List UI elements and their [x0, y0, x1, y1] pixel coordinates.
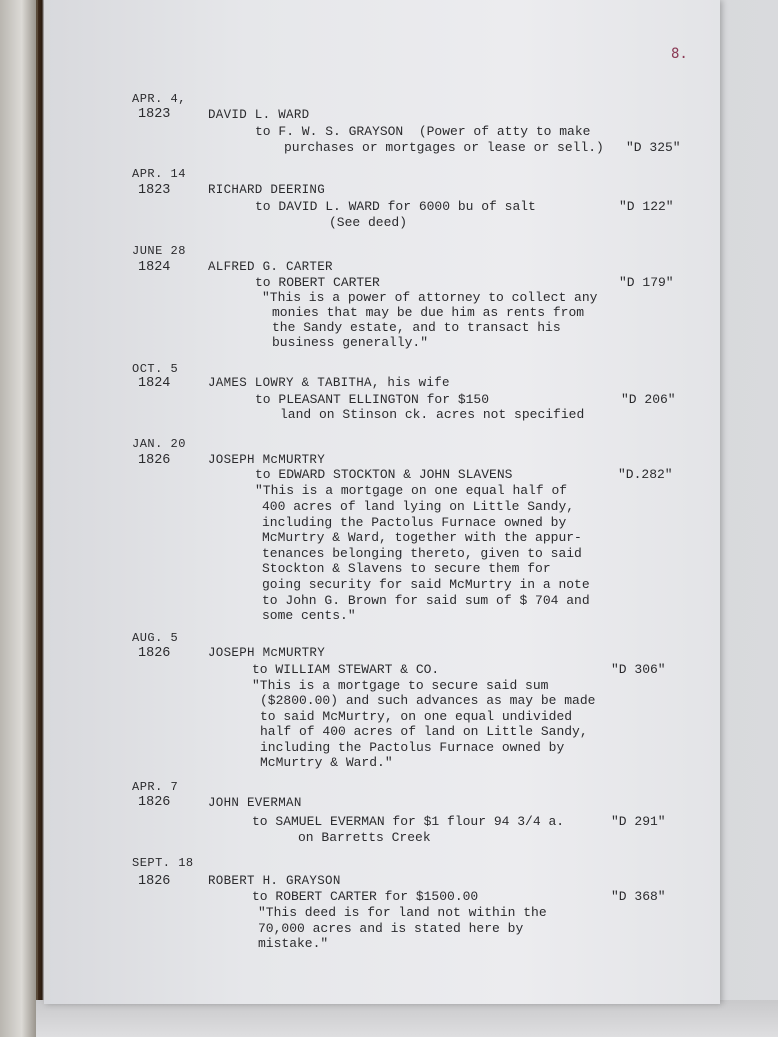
entry-year: 1826 — [138, 795, 171, 810]
entry-line: (See deed) — [329, 215, 408, 230]
entry-date: AUG. 5 — [132, 631, 179, 645]
page-number: 8. — [671, 46, 688, 62]
entry-line: purchases or mortgages or lease or sell.) — [284, 140, 604, 155]
entry-year: 1826 — [138, 646, 171, 661]
entry-line: to said McMurtry, on one equal undivided — [260, 709, 573, 724]
entry-line: to SAMUEL EVERMAN for $1 flour 94 3/4 a. — [252, 814, 565, 829]
entry-line: business generally." — [272, 335, 429, 350]
entry-line: Stockton & Slavens to secure them for — [262, 561, 551, 576]
entry-year: 1823 — [138, 183, 171, 198]
facing-page-edge — [0, 0, 38, 1037]
deed-book-reference: "D 325" — [626, 140, 681, 155]
entry-line: mistake." — [258, 936, 329, 951]
entry-grantor: RICHARD DEERING — [208, 183, 326, 197]
entry-line: to F. W. S. GRAYSON (Power of atty to make — [255, 124, 591, 139]
entry-line: to DAVID L. WARD for 6000 bu of salt — [255, 199, 536, 214]
entry-date: APR. 7 — [132, 780, 179, 794]
entry-line: ($2800.00) and such advances as may be made — [260, 693, 596, 708]
entry-year: 1823 — [138, 107, 171, 122]
entry-line: "This is a mortgage on one equal half of — [255, 483, 568, 498]
deed-book-reference: "D 122" — [619, 199, 674, 214]
entry-grantor: JOHN EVERMAN — [208, 796, 302, 810]
entry-line: "This is a mortgage to secure said sum — [252, 678, 549, 693]
deed-book-reference: "D 306" — [611, 662, 666, 677]
entry-line: land on Stinson ck. acres not specified — [280, 407, 585, 422]
entry-line: to EDWARD STOCKTON & JOHN SLAVENS — [255, 467, 513, 482]
entry-grantor: JOSEPH McMURTRY — [208, 453, 326, 467]
entry-year: 1826 — [138, 874, 171, 889]
entry-line: to ROBERT CARTER — [255, 275, 380, 290]
entry-line: half of 400 acres of land on Little Sandy, — [260, 724, 588, 739]
entry-line: McMurtry & Ward, together with the appur- — [262, 530, 582, 545]
entry-date: SEPT. 18 — [132, 856, 194, 870]
entry-line: McMurtry & Ward." — [260, 755, 393, 770]
entry-line: 400 acres of land lying on Little Sandy, — [262, 499, 575, 514]
entry-year: 1824 — [138, 376, 171, 391]
entry-grantor: ROBERT H. GRAYSON — [208, 874, 341, 888]
deed-book-reference: "D 179" — [619, 275, 674, 290]
entry-grantor: ALFRED G. CARTER — [208, 260, 333, 274]
deed-book-reference: "D.282" — [618, 467, 673, 482]
entry-grantor: DAVID L. WARD — [208, 108, 310, 122]
deed-book-reference: "D 368" — [611, 889, 666, 904]
entry-line: monies that may be due him as rents from — [272, 305, 585, 320]
entry-line: to WILLIAM STEWART & CO. — [252, 662, 440, 677]
entry-year: 1824 — [138, 260, 171, 275]
entry-year: 1826 — [138, 453, 171, 468]
entry-date: JUNE 28 — [132, 244, 186, 258]
entry-date: APR. 4, — [132, 92, 186, 106]
entry-line: 70,000 acres and is stated here by — [258, 921, 524, 936]
entry-date: OCT. 5 — [132, 362, 179, 376]
entry-line: to John G. Brown for said sum of $ 704 and — [262, 593, 590, 608]
entry-line: to PLEASANT ELLINGTON for $150 — [255, 392, 490, 407]
entry-line: tenances belonging thereto, given to said — [262, 546, 582, 561]
entry-line: the Sandy estate, and to transact his — [272, 320, 561, 335]
entry-date: JAN. 20 — [132, 437, 186, 451]
entry-line: some cents." — [262, 608, 356, 623]
entry-date: APR. 14 — [132, 167, 186, 181]
table-surface — [36, 1000, 778, 1037]
document-page — [44, 0, 720, 1004]
entry-line: to ROBERT CARTER for $1500.00 — [252, 889, 479, 904]
entry-line: including the Pactolus Furnace owned by — [260, 740, 565, 755]
entry-line: "This is a power of attorney to collect any — [262, 290, 598, 305]
entry-grantor: JAMES LOWRY & TABITHA, his wife — [208, 376, 450, 390]
entry-grantor: JOSEPH McMURTRY — [208, 646, 326, 660]
entry-line: on Barretts Creek — [298, 830, 431, 845]
entry-line: "This deed is for land not within the — [258, 905, 547, 920]
entry-line: going security for said McMurtry in a note — [262, 577, 590, 592]
deed-book-reference: "D 291" — [611, 814, 666, 829]
entry-line: including the Pactolus Furnace owned by — [262, 515, 567, 530]
deed-book-reference: "D 206" — [621, 392, 676, 407]
